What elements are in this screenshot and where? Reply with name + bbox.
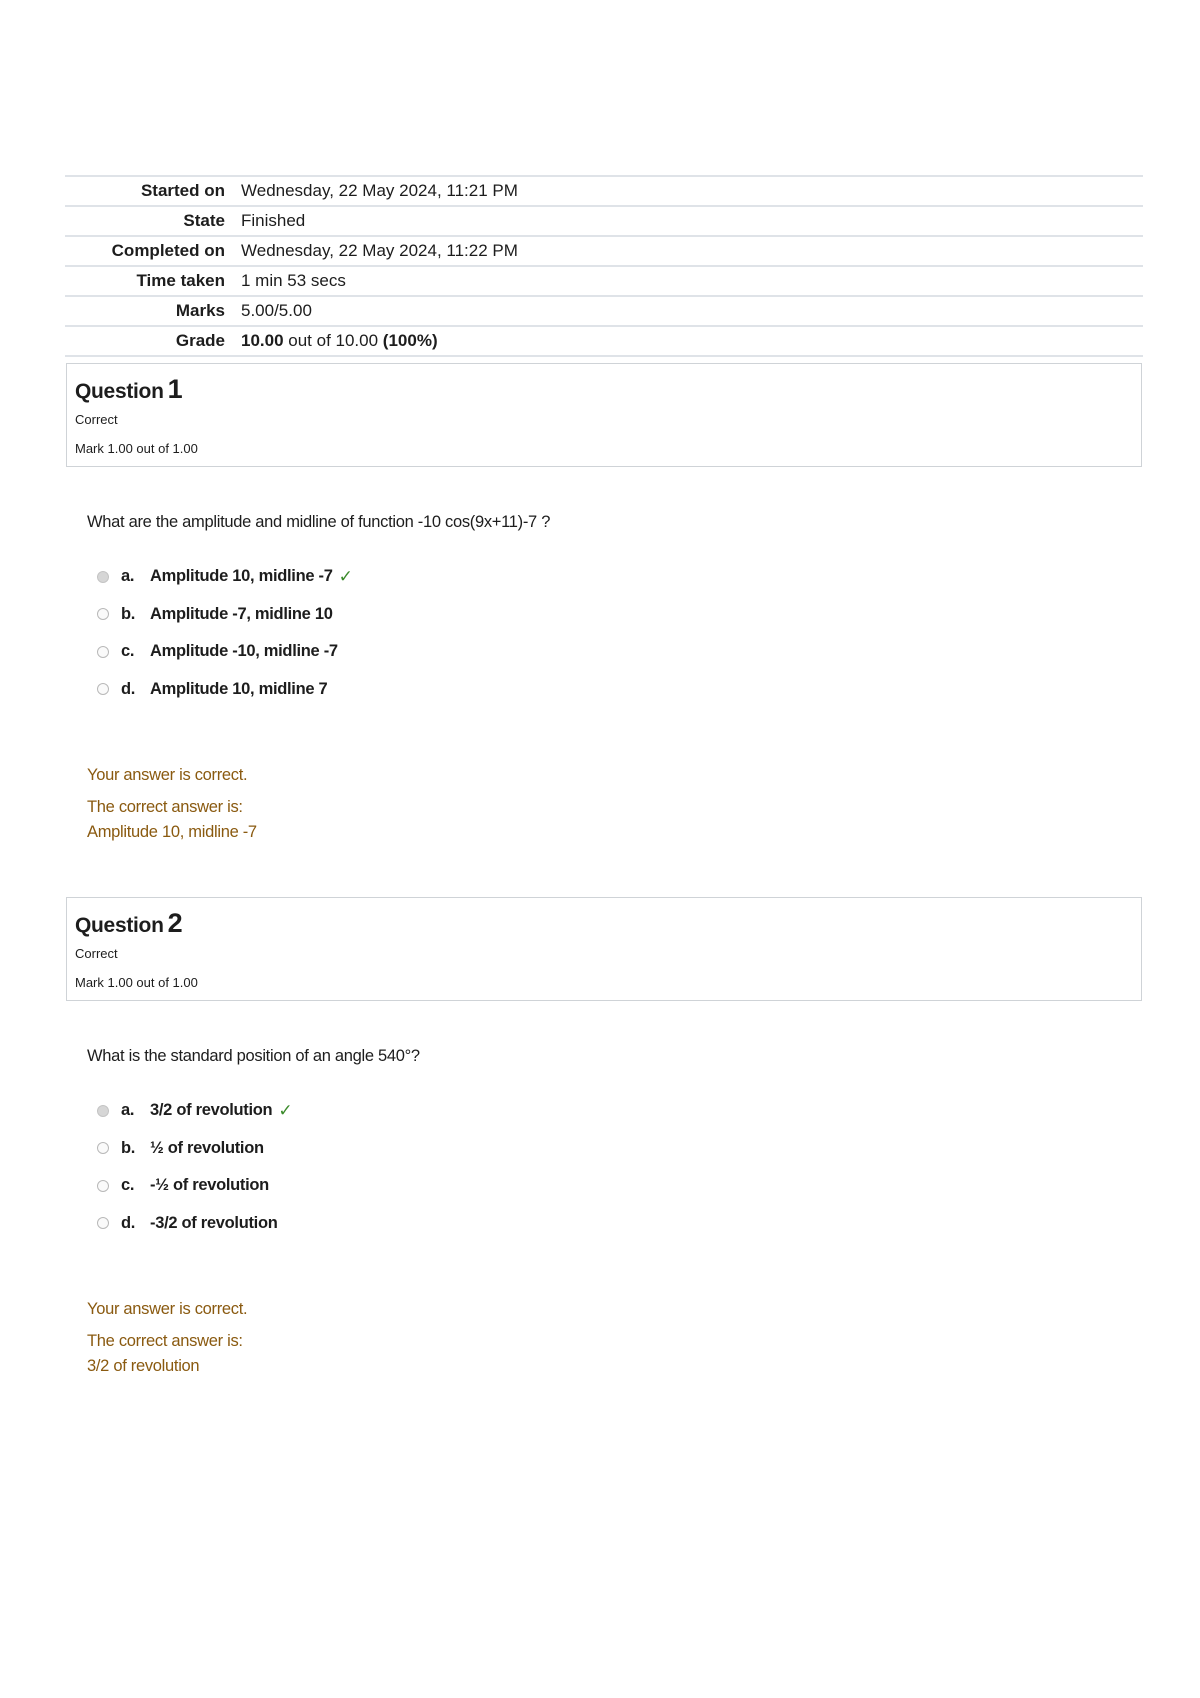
answer-option[interactable] — [97, 596, 353, 634]
summary-value — [239, 326, 1143, 356]
question-text: What is the standard position of an angle 540°? — [87, 1047, 420, 1065]
answer-option[interactable] — [97, 558, 353, 596]
grade-percent: (100%) — [382, 331, 438, 350]
summary-row-grade — [65, 326, 1143, 356]
answer-letter: a. — [121, 1101, 135, 1120]
question-number: 1 — [167, 374, 183, 404]
radio-button[interactable] — [97, 1105, 109, 1117]
summary-label: Started on — [140, 181, 225, 200]
summary-label: Marks — [175, 301, 225, 320]
answer-list — [97, 1092, 292, 1242]
attempt-summary-table — [65, 175, 1143, 357]
answer-option[interactable] — [97, 1167, 292, 1205]
summary-value: 1 min 53 secs — [241, 271, 346, 290]
checkmark-icon: ✓ — [338, 566, 353, 586]
radio-button[interactable] — [97, 683, 109, 695]
summary-label: State — [183, 211, 225, 230]
question-state: Correct — [75, 412, 118, 427]
summary-label: Time taken — [136, 271, 225, 290]
grade-score: 10.00 — [241, 331, 284, 350]
answer-letter: a. — [121, 567, 135, 586]
summary-row-state — [65, 206, 1143, 236]
answer-option[interactable] — [97, 1130, 292, 1168]
question-info-1 — [66, 363, 1142, 467]
question-title — [75, 374, 182, 405]
summary-value: Finished — [241, 211, 306, 230]
answer-list — [97, 558, 353, 708]
answer-text: -3/2 of revolution — [150, 1213, 278, 1232]
question-label: Question — [75, 914, 164, 937]
answer-letter: b. — [121, 1138, 136, 1157]
question-number: 2 — [167, 908, 183, 938]
summary-label: Grade — [175, 331, 225, 350]
answer-letter: d. — [121, 679, 136, 698]
answer-option[interactable] — [97, 633, 353, 671]
feedback-text: Your answer is correct. — [87, 1300, 248, 1318]
radio-button[interactable] — [97, 1180, 109, 1192]
feedback-text: Your answer is correct. — [87, 766, 248, 784]
answer-text: Amplitude -10, midline -7 — [150, 642, 338, 661]
grade-out-of: out of 10.00 — [283, 331, 383, 350]
radio-button[interactable] — [97, 608, 109, 620]
radio-button[interactable] — [97, 1142, 109, 1154]
correct-answer-text: Amplitude 10, midline -7 — [87, 823, 257, 841]
summary-value: Wednesday, 22 May 2024, 11:22 PM — [241, 241, 518, 260]
summary-value: Wednesday, 22 May 2024, 11:21 PM — [241, 181, 518, 200]
answer-option[interactable] — [97, 1092, 292, 1130]
summary-row-time-taken — [65, 266, 1143, 296]
question-label: Question — [75, 380, 164, 403]
summary-row-completed — [65, 236, 1143, 266]
radio-button[interactable] — [97, 646, 109, 658]
answer-letter: c. — [121, 1176, 135, 1195]
question-text: What are the amplitude and midline of function -10 cos(9x+11)-7 ? — [87, 513, 551, 531]
correct-answer-label: The correct answer is: — [87, 1332, 243, 1350]
answer-text: Amplitude -7, midline 10 — [150, 604, 333, 623]
answer-text: Amplitude 10, midline 7 — [150, 679, 328, 698]
answer-option[interactable] — [97, 1205, 292, 1243]
correct-answer-label: The correct answer is: — [87, 798, 243, 816]
summary-row-started — [65, 176, 1143, 206]
question-state: Correct — [75, 946, 118, 961]
checkmark-icon: ✓ — [278, 1100, 293, 1120]
answer-text: -½ of revolution — [150, 1176, 269, 1195]
question-title — [75, 908, 182, 939]
question-mark: Mark 1.00 out of 1.00 — [75, 441, 198, 456]
radio-button[interactable] — [97, 571, 109, 583]
answer-text: ½ of revolution — [150, 1138, 264, 1157]
answer-option[interactable] — [97, 671, 353, 709]
summary-label: Completed on — [111, 241, 225, 260]
answer-letter: b. — [121, 604, 136, 623]
question-mark: Mark 1.00 out of 1.00 — [75, 975, 198, 990]
summary-value: 5.00/5.00 — [241, 301, 312, 320]
radio-button[interactable] — [97, 1217, 109, 1229]
summary-row-marks — [65, 296, 1143, 326]
correct-answer-text: 3/2 of revolution — [87, 1357, 200, 1375]
question-info-2 — [66, 897, 1142, 1001]
answer-letter: d. — [121, 1213, 136, 1232]
answer-letter: c. — [121, 642, 135, 661]
answer-text: Amplitude 10, midline -7 — [150, 567, 333, 586]
answer-text: 3/2 of revolution — [150, 1101, 273, 1120]
